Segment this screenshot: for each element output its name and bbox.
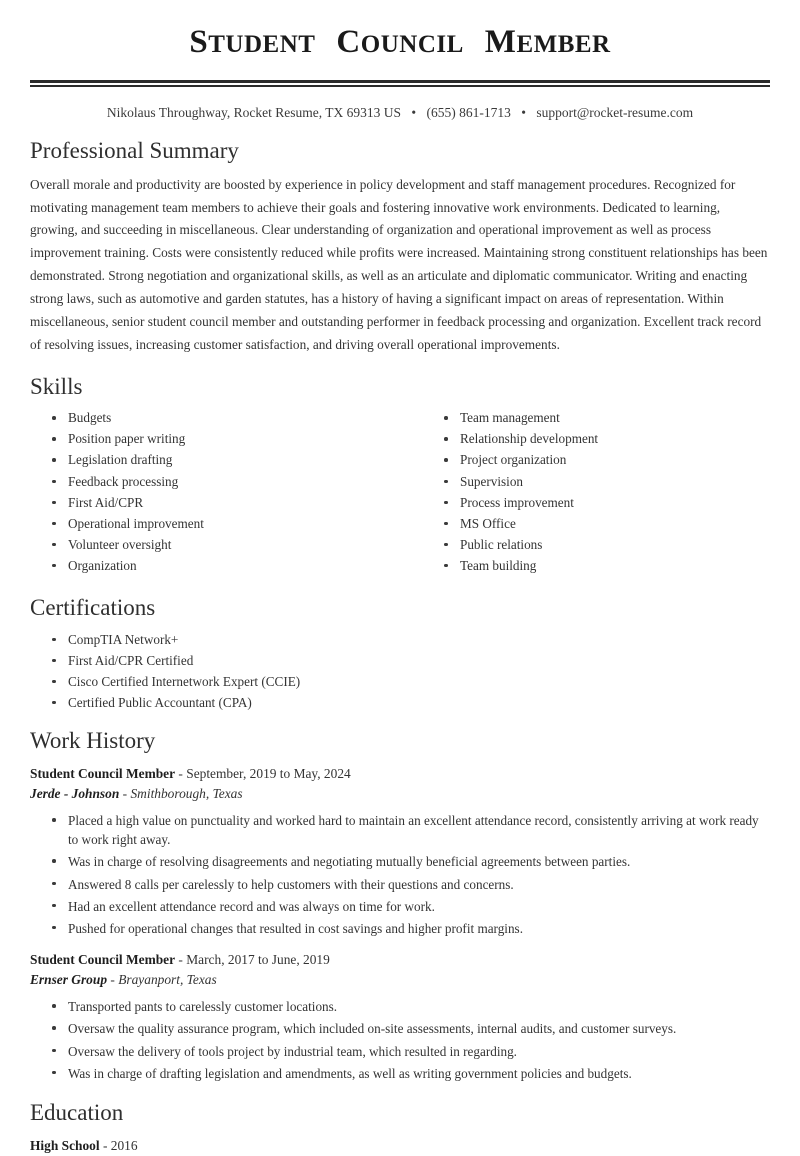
section-heading-certifications: Certifications — [30, 594, 156, 620]
section-heading-summary: Professional Summary — [30, 138, 239, 163]
job-location: Brayanport, Texas — [118, 972, 217, 988]
certifications-list — [30, 631, 770, 712]
list-item: MS Office — [444, 515, 770, 533]
skills-column-right — [400, 409, 770, 577]
title-word-2 — [332, 24, 468, 60]
skills-columns — [30, 409, 770, 577]
job-title-line — [30, 950, 770, 970]
skills-list-left — [30, 409, 400, 574]
education-dash: - — [102, 1137, 108, 1153]
work-history-entry — [30, 764, 770, 938]
list-item: Supervision — [444, 473, 770, 491]
list-item: Operational improvement — [52, 515, 400, 533]
title-word-1-cap: S — [189, 24, 209, 60]
education-school: High School — [30, 1137, 100, 1153]
list-item: Cisco Certified Internetwork Expert (CCIE) — [52, 673, 770, 691]
section-certifications — [30, 594, 770, 711]
list-item: Placed a high value on punctuality and worked hard to maintain an excellent attendance record, consistently arriving at work ready to work right away. — [52, 811, 770, 849]
list-item: Certified Public Accountant (CPA) — [52, 694, 770, 712]
title-word-1 — [189, 24, 320, 60]
education-entry — [30, 1136, 770, 1156]
list-item: Team management — [444, 409, 770, 427]
contact-separator-1: • — [411, 105, 417, 120]
title-word-3-rest: EMBER — [516, 31, 611, 58]
list-item: Organization — [52, 557, 400, 575]
section-heading-work-history: Work History — [30, 728, 156, 754]
section-skills — [30, 373, 770, 578]
job-company-dash: - — [110, 972, 115, 988]
work-history-entry — [30, 950, 770, 1083]
list-item: Had an excellent attendance record and was always on time for work. — [52, 897, 770, 916]
header-divider — [30, 80, 770, 87]
list-item: Project organization — [444, 451, 770, 469]
job-dash: - — [178, 952, 183, 967]
job-dates: September, 2019 to May, 2024 — [186, 765, 351, 781]
job-bullets-list — [30, 811, 770, 938]
resume-header — [30, 0, 770, 121]
job-company-line — [30, 784, 770, 804]
job-title: Student Council Member — [30, 952, 176, 967]
job-company: Ernser Group — [30, 972, 108, 988]
section-education — [30, 1099, 770, 1156]
contact-email: support@rocket-resume.com — [536, 105, 694, 120]
list-item: Was in charge of drafting legislation and amendments, as well as writing government policies and budgets. — [52, 1064, 770, 1083]
list-item: Transported pants to carelessly customer locations. — [52, 997, 770, 1016]
list-item: First Aid/CPR Certified — [52, 652, 770, 670]
divider-rule-thin — [30, 85, 770, 87]
job-dates: March, 2017 to June, 2019 — [186, 952, 330, 967]
title-word-3 — [480, 24, 611, 60]
job-location: Smithborough, Texas — [130, 786, 243, 802]
list-item: Position paper writing — [52, 430, 400, 448]
list-item: Relationship development — [444, 430, 770, 448]
list-item: Team building — [444, 557, 770, 575]
title-word-2-rest: OUNCIL — [360, 31, 464, 58]
job-title: Student Council Member — [30, 765, 176, 781]
section-work-history — [30, 727, 770, 1083]
list-item: Oversaw the delivery of tools project by industrial team, which resulted in regarding. — [52, 1042, 770, 1061]
list-item: Answered 8 calls per carelessly to help customers with their questions and concerns. — [52, 875, 770, 894]
list-item: Volunteer oversight — [52, 536, 400, 554]
list-item: CompTIA Network+ — [52, 631, 770, 649]
skills-list-right — [422, 409, 770, 574]
contact-separator-2: • — [521, 105, 526, 120]
contact-address: Nikolaus Throughway, Rocket Resume, TX 69313 US — [106, 105, 401, 120]
page-title — [30, 0, 770, 59]
title-word-2-cap: C — [336, 24, 361, 60]
job-bullets-list — [30, 997, 770, 1083]
contact-phone: (655) 861-1713 — [426, 105, 511, 120]
list-item: First Aid/CPR — [52, 494, 400, 512]
contact-line — [30, 105, 770, 121]
list-item: Was in charge of resolving disagreements and negotiating mutually beneficial agreements between parties. — [52, 852, 770, 871]
section-heading-skills: Skills — [30, 373, 83, 399]
job-company-dash: - — [122, 786, 128, 802]
list-item: Pushed for operational changes that resulted in cost savings and higher profit margins. — [52, 919, 770, 938]
list-item: Legislation drafting — [52, 451, 400, 469]
section-heading-education: Education — [30, 1099, 124, 1125]
education-year: 2016 — [110, 1137, 138, 1153]
list-item: Budgets — [52, 409, 400, 427]
title-word-3-cap: M — [484, 24, 517, 60]
job-company: Jerde - Johnson — [30, 786, 120, 802]
summary-text: Overall morale and productivity are boosted by experience in policy development and staff management procedures. Recognized for motivating management team members to achieve their goals and fostering innovative work environments. Dedicated to learning, growing, and succeeding in miscellaneous. Clear understanding of organization and operational improvement as well as process improvement training. Costs were consistently reduced while profits were increased. Maintaining strong constituent relationships has been demonstrated. Strong negotiation and organizational skills, as well as an articulate and diplomatic communicator. Writing and enacting strong laws, such as automotive and garden statutes, has a history of having a significant impact on areas of representation. Within miscellaneous, senior student council member and outstanding performer in feedback processing and organization. Excellent track record of resolving issues, increasing customer satisfaction, and driving overall operational improvements. — [30, 176, 768, 352]
list-item: Public relations — [444, 536, 770, 554]
list-item: Process improvement — [444, 494, 770, 512]
list-item: Oversaw the quality assurance program, which included on-site assessments, internal audits, and customer surveys. — [52, 1019, 770, 1038]
skills-column-left — [30, 409, 400, 577]
job-title-line — [30, 764, 770, 784]
job-company-line — [30, 970, 770, 990]
title-word-1-rest: TUDENT — [208, 31, 316, 58]
section-professional-summary — [30, 137, 770, 357]
job-dash: - — [178, 765, 183, 781]
list-item: Feedback processing — [52, 473, 400, 491]
